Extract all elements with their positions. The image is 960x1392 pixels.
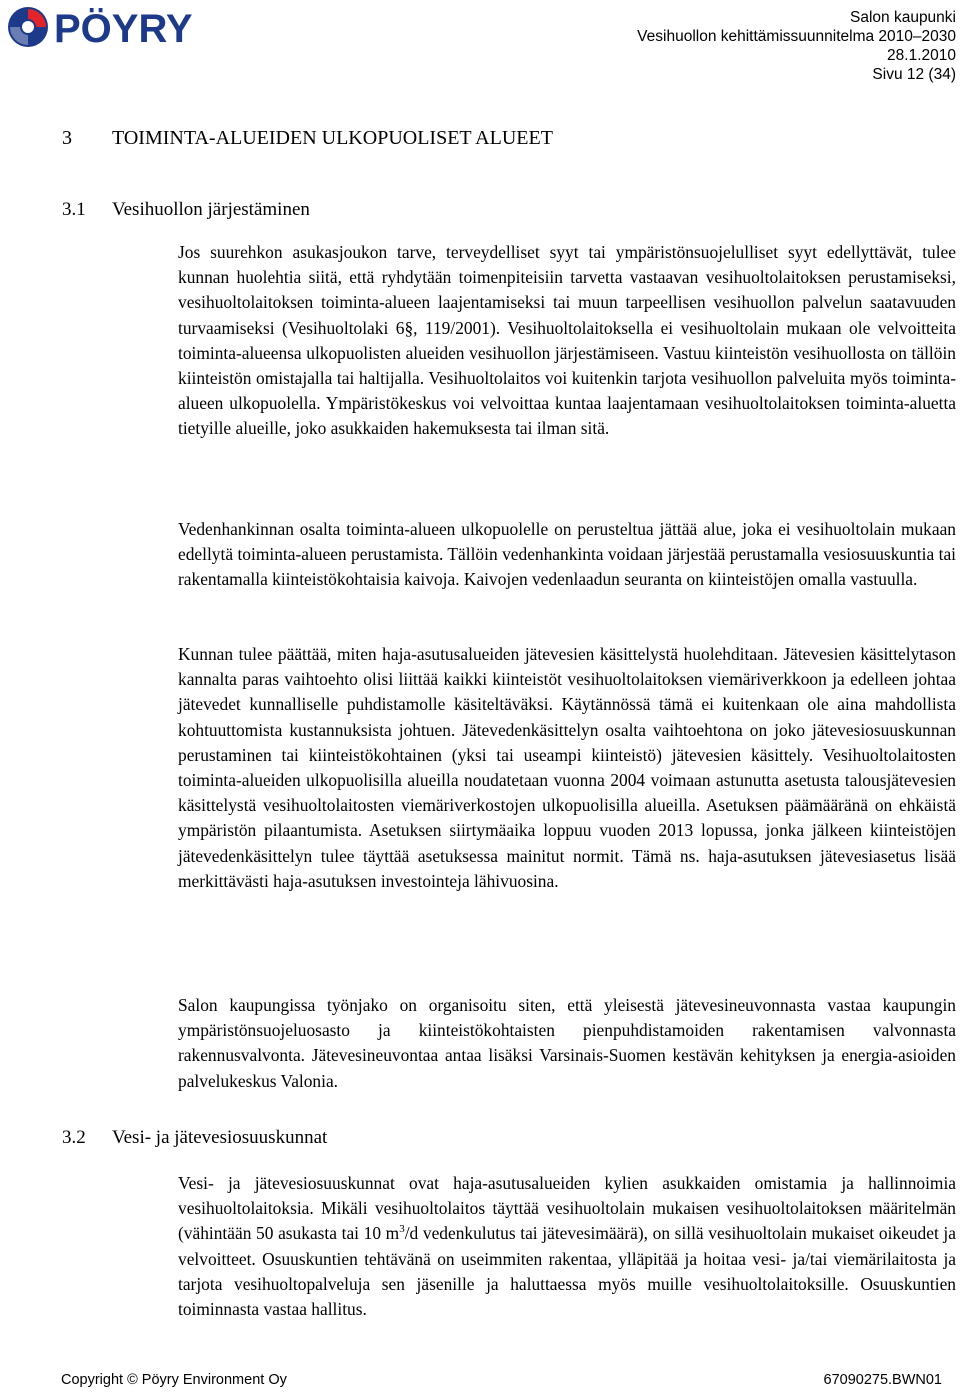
section-title: Vesihuollon järjestäminen <box>112 199 310 220</box>
logo-wordmark: PÖYRY <box>54 7 193 51</box>
paragraph <box>178 1171 956 1322</box>
section-title: Vesi- ja jätevesiosuuskunnat <box>112 1127 328 1148</box>
document-date: 28.1.2010 <box>887 47 956 64</box>
paragraph: Jos suurehkon asukasjoukon tarve, terveydelliset syyt tai ympäristönsuojelulliset syyt edellyttävät, tulee kunnan huolehtia siitä, että ryhdytään toimenpiteisiin tarvetta vastaavan vesihuoltolaitoksen perustamiseksi, vesihuoltolaitoksen toiminta-alueen laajentamiseksi tai muun tarpeellisen vesihuollon palvelun saatavuuden turvaamiseksi (Vesihuoltolaki 6§, 119/2001). Vesihuoltolaitoksella ei vesihuoltolain mukaan ole velvoitteita toiminta-alueensa ulkopuolisten alueiden vesihuollon järjestämiseen. Vastuu kiinteistön vesihuollosta on tällöin kiinteistön omistajalla tai haltijalla. Vesihuoltolaitos voi kuitenkin tarjota vesihuollon palveluita myös toiminta-alueen ulkopuolella. Ympäristökeskus voi velvoittaa kuntaa laajentamaan vesihuoltolaitoksen toiminta-aluetta tietyille alueille, joko asukkaiden hakemuksesta tai ilman sitä. <box>178 242 956 439</box>
page-number: Sivu 12 (34) <box>872 66 956 83</box>
section-3-2-heading <box>62 1127 327 1149</box>
paragraph-text: /d vedenkulutus tai jätevesimäärä), on sillä vesihuoltolain mukaiset oikeudet ja velvoitteet. Osuuskuntien tehtävänä on useimmiten rakentaa, ylläpitää ja hoitaa vesi- ja/tai viemärilaitosta ja tarjota vesihuoltopalveluja sen jäsenille ja haluttaessa myös muille vesihuoltolaitoksille. Osuuskuntien toiminnasta vastaa hallitus. <box>178 1223 956 1320</box>
section-number: 3.1 <box>62 199 86 220</box>
poyry-logo <box>4 2 244 52</box>
section-number: 3 <box>62 127 72 149</box>
paragraph-text: Vesi- ja jätevesiosuuskunnat ovat haja-asutusalueiden kylien asukkaiden omistamia ja hallinnoimia vesihuoltolaitoksia. Mikäli vesihuoltolaitos täyttää vesihuoltolain mukaisen vesihuoltolaitoksen määritelmän (vähintään 50 asukasta tai 10 m <box>178 1173 956 1244</box>
section-3-heading <box>62 127 553 150</box>
paragraph: Vedenhankinnan osalta toiminta-alueen ulkopuolelle on perusteltua jättää alue, joka ei vesihuoltolain mukaan edellytä toiminta-alueen perustamista. Tällöin vedenhankinta voidaan järjestää perustamalla vesiosuuskuntia tai rakentamalla kiinteistökohtaisia kaivoja. Kaivojen vedenlaadun seuranta on kiinteistöjen omalla vastuulla. <box>178 519 956 590</box>
section-3-1-heading <box>62 199 310 221</box>
superscript: 3 <box>399 1223 405 1236</box>
paragraph: Salon kaupungissa työnjako on organisoitu siten, että yleisestä jätevesineuvonnasta vastaa kaupungin ympäristönsuojeluosasto ja kiinteistökohtaisten pienpuhdistamoiden rakentamisen valvonnasta rakennusvalvonta. Jätevesineuvontaa antaa lisäksi Varsinais-Suomen kestävän kehityksen ja energia-asioiden palvelukeskus Valonia. <box>178 995 956 1091</box>
client-name: Salon kaupunki <box>850 9 956 26</box>
page-header <box>637 8 956 84</box>
footer-doc-code: 67090275.BWN01 <box>823 1372 942 1388</box>
document-title: Vesihuollon kehittämissuunnitelma 2010–2030 <box>637 28 956 45</box>
poyry-logo-graphic <box>4 2 244 52</box>
section-title: TOIMINTA-ALUEIDEN ULKOPUOLISET ALUEET <box>112 127 553 149</box>
section-number: 3.2 <box>62 1127 86 1148</box>
footer-copyright: Copyright © Pöyry Environment Oy <box>61 1372 287 1388</box>
paragraph: Kunnan tulee päättää, miten haja-asutusalueiden jätevesien käsittelystä huolehditaan. Jätevesien käsittelytason kannalta paras vaihtoehto olisi liittää kaikki kiinteistöt vesihuoltolaitoksen viemäriverkkoon ja edelleen johtaa jätevedet kunnalliselle puhdistamolle käsiteltäväksi. Käytännössä tämä ei kuitenkaan ole aina mahdollista kohtuuttomista kustannuksista johtuen. Jätevedenkäsittelyn osalta vaihtoehtona on joko jätevesiosuuskunnan perustaminen tai kiinteistökohtainen (yksi tai useampi kiinteistö) jätevesien käsittely. Vesihuoltolaitosten toiminta-alueiden ulkopuolisilla alueilla noudatetaan vuonna 2004 voimaan astunutta asetusta talousjätevesien käsittelystä vesihuoltolaitosten viemäriverkostojen ulkopuolisilla alueilla. Asetuksen päämääränä on ehkäistä ympäristön pilaantumista. Asetuksen siirtymäaika loppuu vuoden 2013 lopussa, jonka jälkeen kiinteistöjen jätevedenkäsittelyn tulee täyttää asetuksessa mainitut normit. Tämä ns. haja-asutuksen jätevesiasetus lisää merkittävästi haja-asutuksen investointeja lähivuosina. <box>178 644 956 891</box>
